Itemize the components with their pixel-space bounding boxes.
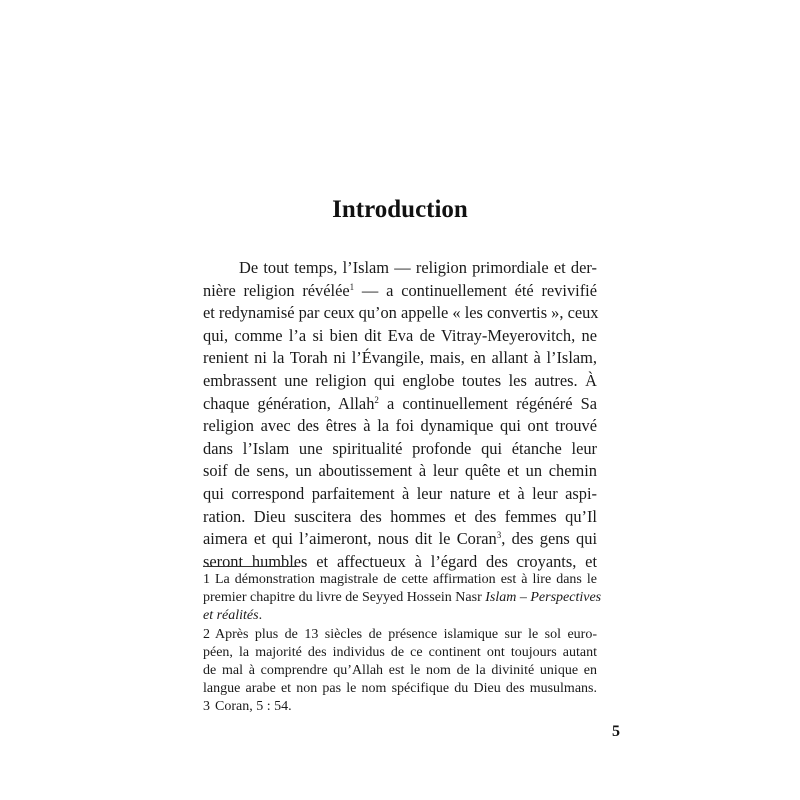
footnote-1 [203,571,597,589]
footnote-3 [203,698,597,716]
body-line: ration. Dieu suscitera des hommes et des femmes qu’Il [203,506,597,526]
body-line: qui, comme l’a si bien dit Eva de Vitray-Meyerovitch, ne [203,325,597,345]
body-line-text: , des gens qui [501,529,598,549]
body-line [203,528,597,551]
footnote-1-cont [203,589,602,607]
body-line [203,280,597,303]
body-line: seront humbles et affectueux à l’égard des croyants, et [203,551,597,571]
footnote-text: premier chapitre du livre de Seyyed Hossein Nasr [203,590,486,606]
body-line-text: a continuellement régénéré Sa [378,393,597,413]
body-line: religion avec des êtres à la foi dynamique qui ont trouvé [203,416,597,436]
footnote-2-cont: péen, la majorité des individus de ce continent ont toujours autant [203,644,597,660]
book-title: et réalités [203,608,259,624]
footnote-divider [203,566,297,567]
body-line: et redynamisé par ceux qu’on appelle « les convertis », ceux [203,303,599,323]
body-line: dans l’Islam une spiritualité profonde qui étanche leur [203,438,597,458]
chapter-title: Introduction [332,196,468,223]
footnotes [203,571,602,717]
body-line-text: nière religion révélée [203,280,350,300]
footnote-text: La démonstration magistrale de cette affirmation est à lire dans le [215,572,597,587]
body-line: soif de sens, un aboutissement à leur quête et un chemin [203,461,597,481]
body-line: qui correspond parfaitement à leur nature et à leur aspi- [203,483,597,503]
body-line-text: aimera et qui l’aimeront, nous dit le Coran [203,529,497,549]
footnote-ref-3[interactable]: 3 [496,530,502,541]
footnote-2-cont: de mal à comprendre qu’Allah est le nom de la divinité unique en [203,662,597,678]
body-paragraph [203,257,597,573]
body-line-text: chaque génération, Allah [203,393,375,413]
body-line: De tout temps, l’Islam — religion primordiale et der- [239,258,597,277]
footnote-2 [203,626,597,644]
footnote-number: 3 [203,699,210,715]
footnote-ref-1[interactable]: 1 [349,281,355,292]
footnote-text: . [258,608,263,624]
footnote-number: 2 [203,626,210,642]
footnote-1-cont [203,607,597,625]
body-line-text: — a continuellement été revivifié [354,280,597,300]
body-line [203,393,597,416]
body-line: renient ni la Torah ni l’Évangile, mais, en allant à l’Islam, [203,348,597,368]
book-title: Islam – Perspectives [485,590,602,606]
footnote-number: 1 [203,572,210,587]
footnote-text: Après plus de 13 siècles de présence islamique sur le sol euro- [215,626,597,642]
body-line: embrassent une religion qui englobe toutes les autres. À [203,370,597,390]
footnote-ref-2[interactable]: 2 [374,394,379,405]
footnote-text: Coran, 5 : 54. [215,699,292,715]
page-number: 5 [612,723,620,740]
footnote-2-cont: langue arabe et non pas le nom spécifique du Dieu des musulmans. [203,681,597,697]
